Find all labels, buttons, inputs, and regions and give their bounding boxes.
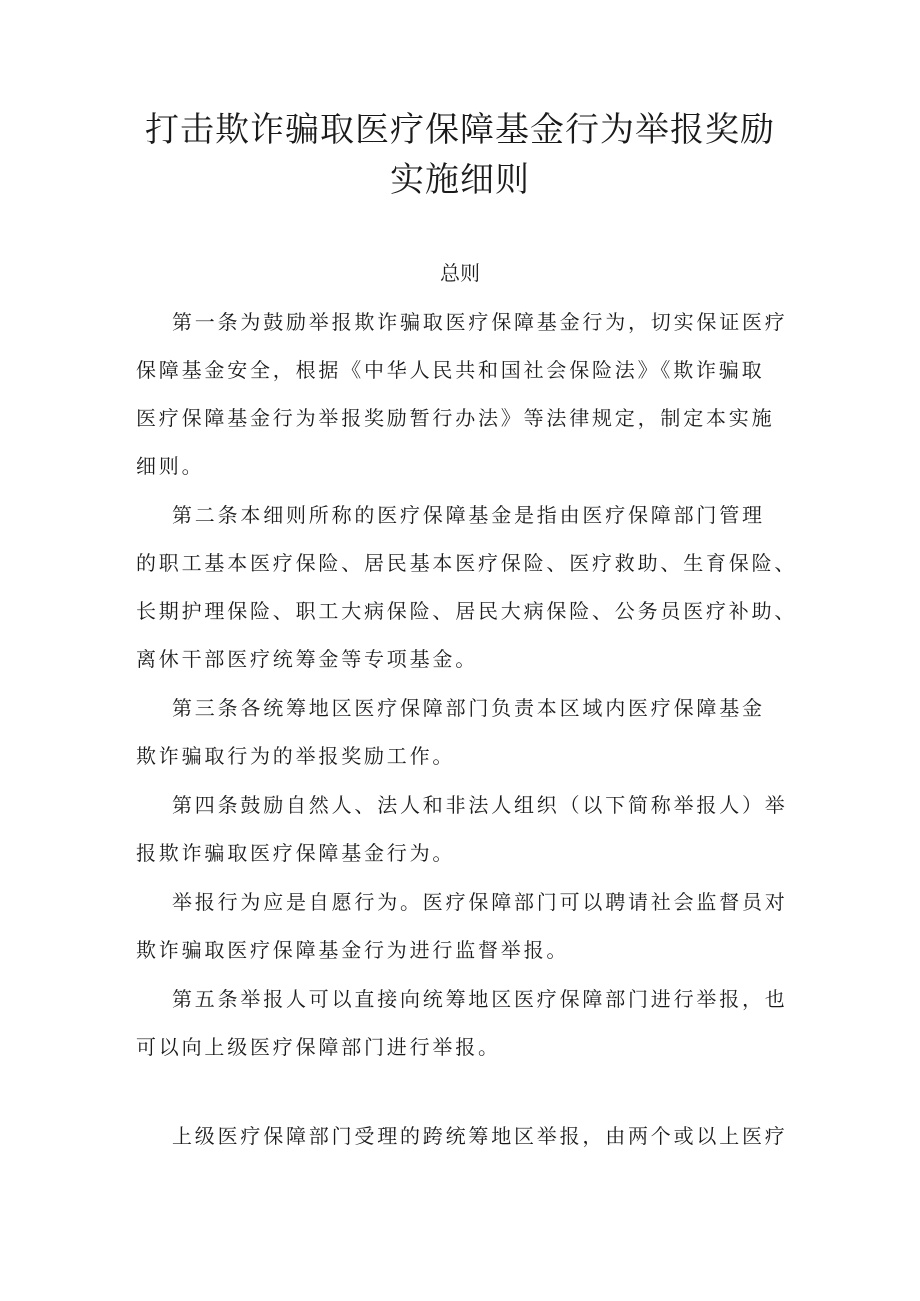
- paragraph-line: 第二条本细则所称的医疗保障基金是指由医疗保障部门管理: [172, 503, 765, 527]
- paragraph-line: 保障基金安全，根据《中华人民共和国社会保险法》《欺诈骗取: [136, 358, 765, 382]
- paragraph-line: 细则。: [136, 454, 205, 478]
- paragraph-line: 欺诈骗取医疗保障基金行为进行监督举报。: [136, 938, 570, 962]
- paragraph-line: 上级医疗保障部门受理的跨统筹地区举报，由两个或以上医疗: [172, 1124, 788, 1148]
- document-title-line-1: 打击欺诈骗取医疗保障基金行为举报奖励: [145, 110, 775, 150]
- paragraph-line: 第四条鼓励自然人、法人和非法人组织（以下简称举报人）举: [172, 793, 788, 817]
- paragraph-line: 长期护理保险、职工大病保险、居民大病保险、公务员医疗补助、: [136, 599, 798, 623]
- paragraph-line: 的职工基本医疗保险、居民基本医疗保险、医疗救助、生育保险、: [136, 551, 798, 575]
- paragraph-line: 第五条举报人可以直接向统筹地区医疗保障部门进行举报，也: [172, 987, 788, 1011]
- paragraph-line: 离休干部医疗统筹金等专项基金。: [136, 647, 478, 671]
- paragraph-line: 欺诈骗取行为的举报奖励工作。: [136, 744, 456, 768]
- paragraph-line: 医疗保障基金行为举报奖励暂行办法》等法律规定，制定本实施: [136, 406, 775, 430]
- document-title-line-2: 实施细则: [390, 160, 530, 200]
- paragraph-line: 报欺诈骗取医疗保障基金行为。: [136, 841, 456, 865]
- paragraph-line: 举报行为应是自愿行为。医疗保障部门可以聘请社会监督员对: [172, 890, 788, 914]
- section-heading: 总则: [440, 261, 480, 285]
- paragraph-line: 第三条各统筹地区医疗保障部门负责本区域内医疗保障基金: [172, 696, 765, 720]
- paragraph-line: 可以向上级医疗保障部门进行举报。: [136, 1035, 501, 1059]
- paragraph-line: 第一条为鼓励举报欺诈骗取医疗保障基金行为，切实保证医疗: [172, 310, 788, 334]
